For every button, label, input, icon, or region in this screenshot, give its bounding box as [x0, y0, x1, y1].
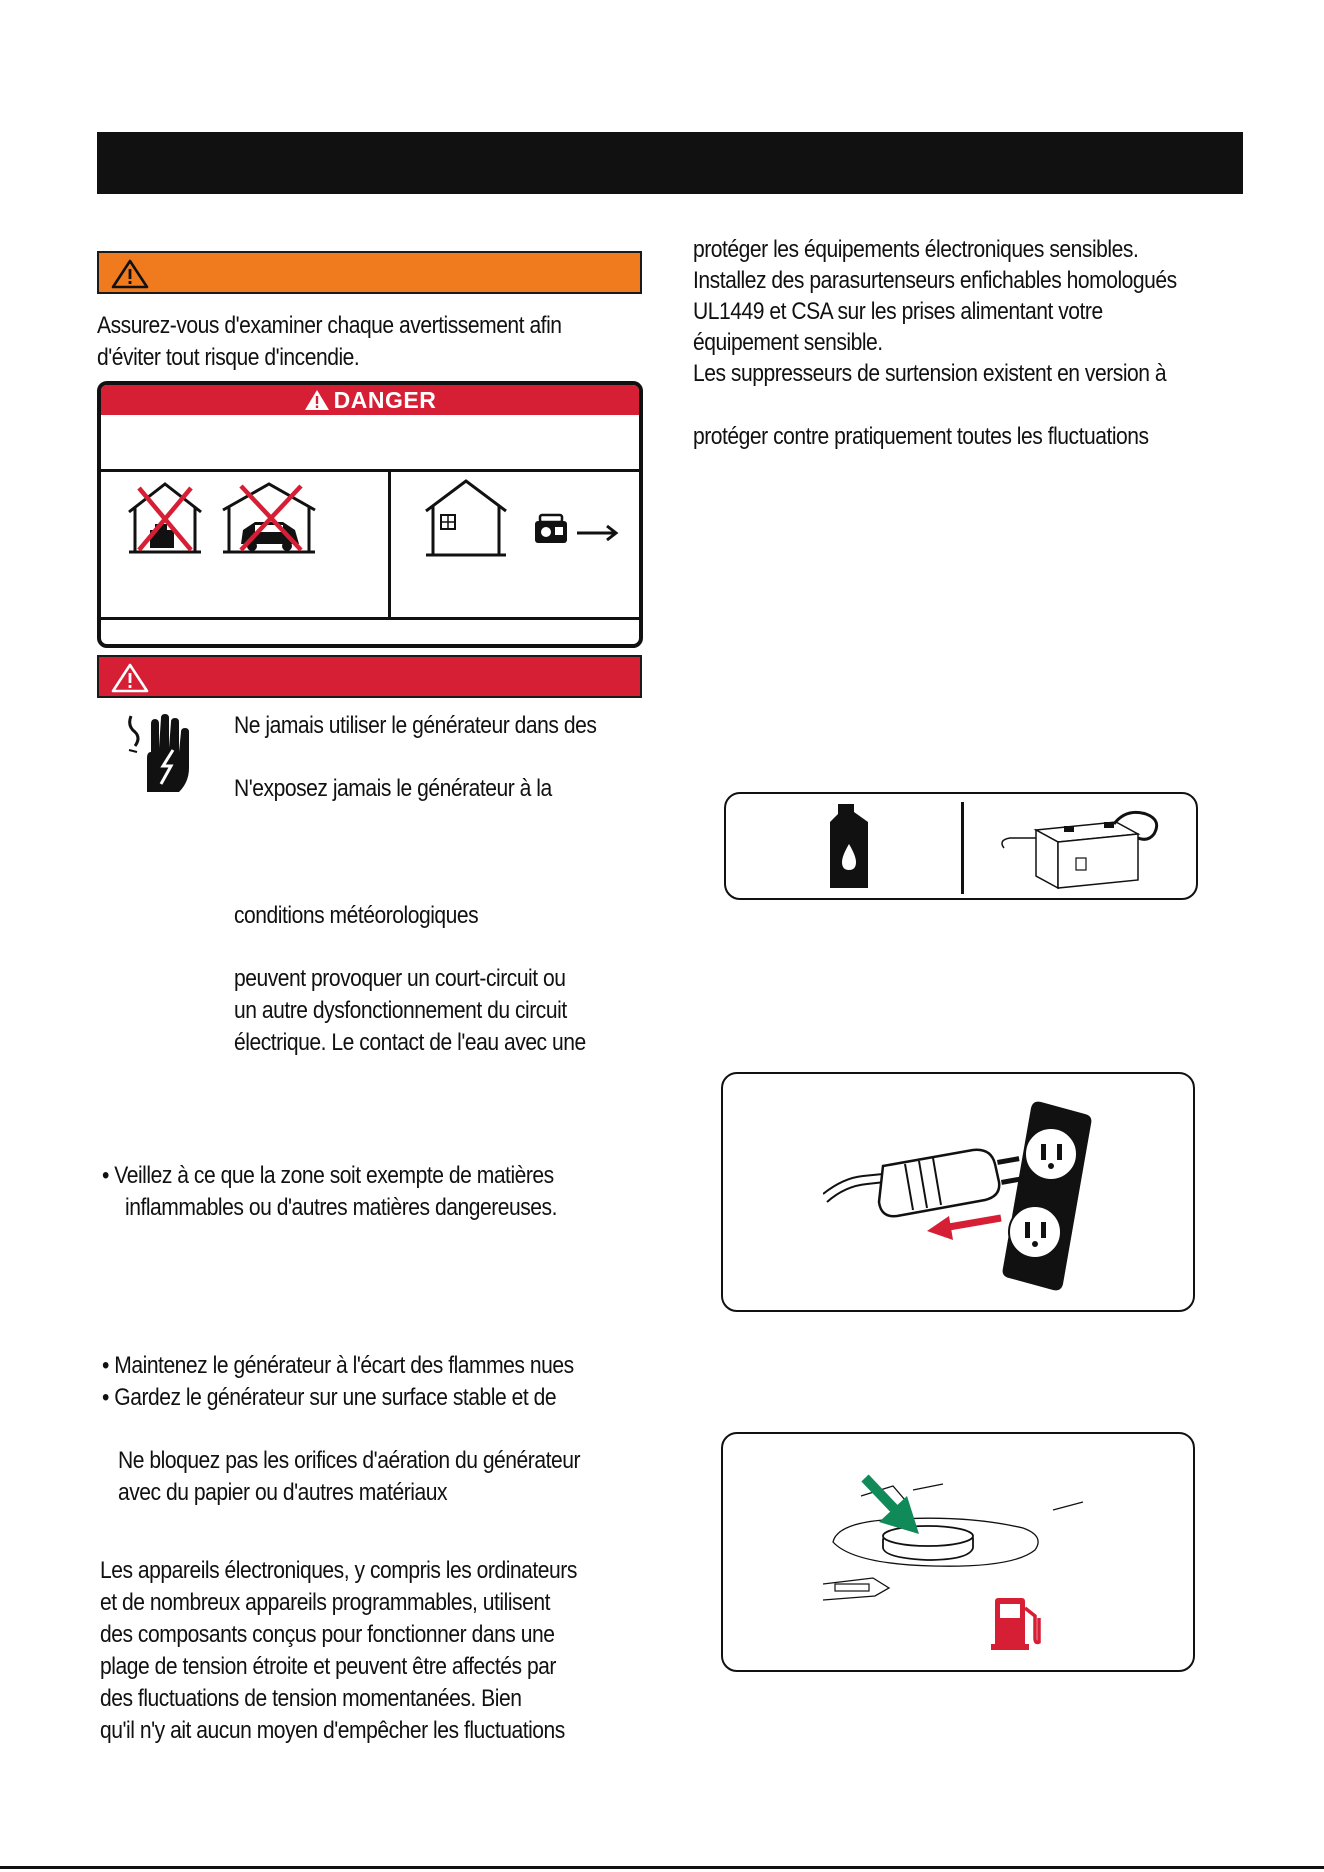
- warning-shock-line-3: conditions météorologiques: [234, 902, 479, 929]
- warning-shock-line-1: Ne jamais utiliser le générateur dans des: [234, 712, 597, 739]
- danger-divider-vertical: [388, 471, 391, 619]
- bullet-area-line-1: • Veillez à ce que la zone soit exempte de matières: [102, 1162, 554, 1189]
- surge-line-4: équipement sensible.: [693, 329, 883, 356]
- danger-triangle-icon: [304, 389, 330, 411]
- warning-fire-line-1: Assurez-vous d'examiner chaque avertissement afin: [97, 312, 562, 339]
- surge-line-1: protéger les équipements électroniques sensibles.: [693, 236, 1139, 263]
- warning-shock-line-5: un autre dysfonctionnement du circuit: [234, 997, 567, 1024]
- electronics-line-4: plage de tension étroite et peuvent être affectés par: [100, 1653, 556, 1680]
- warning-shock-line-6: électrique. Le contact de l'eau avec une: [234, 1029, 586, 1056]
- bullet-area-line-2: inflammables ou d'autres matières dangereuses.: [125, 1194, 558, 1221]
- surge-line-6: protéger contre pratiquement toutes les fluctuations: [693, 423, 1149, 450]
- house-icon: [423, 475, 509, 559]
- danger-label: [97, 381, 643, 648]
- bullet-placement-line-1: • Maintenez le générateur à l'écart des flammes nues: [102, 1352, 574, 1379]
- oil-battery-divider: [961, 802, 964, 894]
- warning-fire-line-2: d'éviter tout risque d'incendie.: [97, 344, 360, 371]
- bullet-placement-line-2: • Gardez le générateur sur une surface stable et de: [102, 1384, 557, 1411]
- danger-divider-bottom: [101, 617, 639, 620]
- oil-bottle-icon: [824, 800, 874, 892]
- danger-title: DANGER: [333, 387, 437, 413]
- warning-triangle-icon: [111, 663, 149, 693]
- warning-banner-shock: [97, 655, 642, 698]
- warning-triangle-icon: [111, 259, 149, 289]
- electronics-line-3: des composants conçus pour fonctionner dans une: [100, 1621, 555, 1648]
- warning-shock-line-2: N'exposez jamais le générateur à la: [234, 775, 552, 802]
- fuel-pump-icon: [991, 1594, 1045, 1652]
- electronics-line-5: des fluctuations de tension momentanées. Bien: [100, 1685, 522, 1712]
- surge-line-2: Installez des parasurtenseurs enfichables homologués: [693, 267, 1177, 294]
- page-footer-rule: [0, 1866, 1324, 1869]
- vents-line-2: avec du papier ou d'autres matériaux: [118, 1479, 448, 1506]
- unplug-from-outlet-icon: [823, 1094, 1123, 1294]
- vents-line-1: Ne bloquez pas les orifices d'aération du générateur: [118, 1447, 581, 1474]
- warning-shock-line-4: peuvent provoquer un court-circuit ou: [234, 965, 566, 992]
- fuel-figure: [721, 1432, 1195, 1672]
- electronics-line-6: qu'il n'y ait aucun moyen d'empêcher les fluctuations: [100, 1717, 565, 1744]
- fuel-cap-arrow-icon: [823, 1444, 1123, 1664]
- surge-line-5: Les suppresseurs de surtension existent en version à: [693, 360, 1167, 387]
- danger-header: [101, 385, 639, 415]
- electronics-line-2: et de nombreux appareils programmables, utilisent: [100, 1589, 550, 1616]
- generator-outdoors-arrow-icon: [531, 511, 623, 553]
- danger-divider-top: [101, 469, 639, 472]
- section-header-bar: [97, 132, 1243, 194]
- warning-banner-fire: [97, 251, 642, 294]
- plug-figure: [721, 1072, 1195, 1312]
- prohibited-house-generator-icon: [125, 478, 205, 556]
- electric-shock-hand-icon: [125, 712, 195, 794]
- surge-line-3: UL1449 et CSA sur les prises alimentant votre: [693, 298, 1103, 325]
- battery-icon: [996, 800, 1166, 892]
- electronics-line-1: Les appareils électroniques, y compris les ordinateurs: [100, 1557, 577, 1584]
- prohibited-garage-car-icon: [219, 478, 319, 556]
- oil-battery-figure: [724, 792, 1198, 900]
